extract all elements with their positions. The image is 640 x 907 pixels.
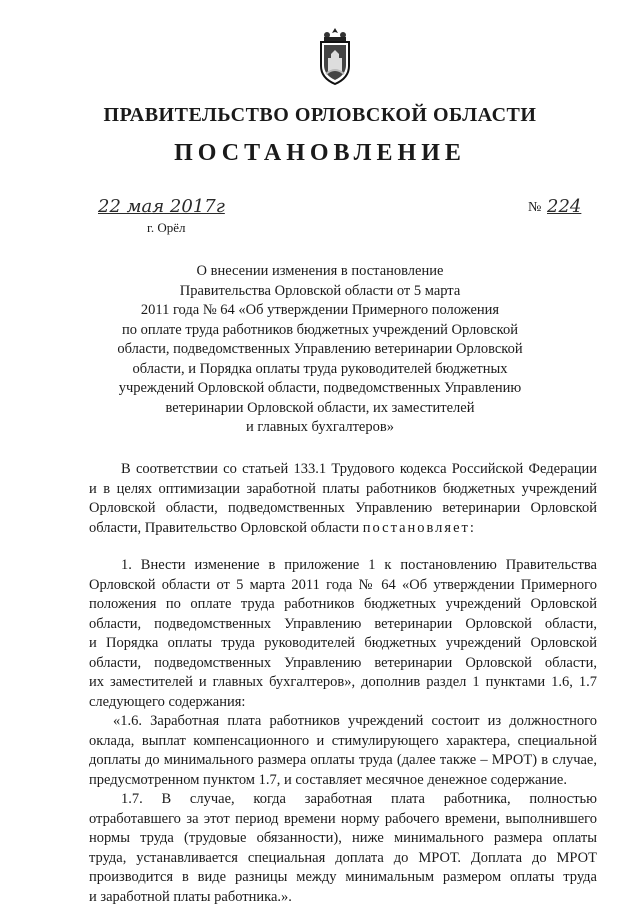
- body-line: Орловской области от 5 марта 2011 года № 64 «Об утверждении Примерного: [89, 576, 597, 596]
- subject-line: О внесении изменения в постановление: [100, 262, 540, 282]
- handwritten-number: 224: [547, 196, 581, 217]
- body-line: области, подведомственных Управлению ветеринарии Орловской области,: [89, 654, 597, 674]
- body-line: Орловской области, подведомственных Управлению ветеринарии Орловской: [89, 499, 597, 519]
- body-line: 1. Внести изменение в приложение 1 к постановлению Правительства: [89, 556, 597, 576]
- body-line: «1.6. Заработная плата работников учреждений состоит из должностного: [89, 712, 597, 732]
- subject-heading: [100, 262, 540, 438]
- body-line: нормы труда (трудовые обязанности), ниже минимального размера оплаты: [89, 829, 597, 849]
- city-label: г. Орёл: [147, 220, 186, 236]
- subject-line: по оплате труда работников бюджетных учреждений Орловской: [100, 321, 540, 341]
- body-line: предусмотренном пунктом 1.7, и составляет месячное денежное содержание.: [89, 771, 597, 791]
- number-label: №: [528, 200, 541, 216]
- document-type: ПОСТАНОВЛЕНИЕ: [0, 140, 640, 167]
- handwritten-date: 22 мая 2017г: [98, 196, 225, 217]
- body-line: 1.7. В случае, когда заработная плата работника, полностью: [89, 790, 597, 810]
- subject-line: учреждений Орловской области, подведомственных Управлению: [100, 379, 540, 399]
- body-line: и Порядка оплаты труда руководителей бюджетных учреждений Орловской: [89, 634, 597, 654]
- item-1-6-paragraph: [89, 712, 597, 790]
- body-line: следующего содержания:: [89, 693, 597, 713]
- preamble-text: области, Правительство Орловской области: [89, 520, 363, 536]
- body-line: и в целях оптимизации заработной платы работников бюджетных учреждений: [89, 480, 597, 500]
- subject-line: Правительства Орловской области от 5 марта: [100, 282, 540, 302]
- subject-line: 2011 года № 64 «Об утверждении Примерного положения: [100, 301, 540, 321]
- body-line: [89, 519, 597, 539]
- body-line: производится в виде разницы между минимальным размером оплаты труда: [89, 868, 597, 888]
- body-line: и заработной платы работника.».: [89, 888, 597, 907]
- decree-word: постановляет:: [363, 520, 476, 536]
- government-title: ПРАВИТЕЛЬСТВО ОРЛОВСКОЙ ОБЛАСТИ: [0, 104, 640, 127]
- subject-line: ветеринарии Орловской области, их заместителей: [100, 399, 540, 419]
- body-line: положения по оплате труда работников бюджетных учреждений Орловской: [89, 595, 597, 615]
- subject-line: и главных бухгалтеров»: [100, 418, 540, 438]
- body-line: отработавшего за этот период времени норму рабочего времени, выполнившего: [89, 810, 597, 830]
- body-line: области, подведомственных Управлению ветеринарии Орловской области,: [89, 615, 597, 635]
- body-line: их заместителей и главных бухгалтеров», дополнив раздел 1 пунктами 1.6, 1.7: [89, 673, 597, 693]
- preamble-paragraph: [89, 460, 597, 538]
- subject-line: области, и Порядка оплаты труда руководителей бюджетных: [100, 360, 540, 380]
- item-1-paragraph: [89, 556, 597, 712]
- document-body: [89, 460, 597, 907]
- body-line: оклада, выплат компенсационного и стимулирующего характера, специальной: [89, 732, 597, 752]
- item-1-7-paragraph: [89, 790, 597, 907]
- body-line: доплаты до минимального размера оплаты труда (далее также – МРОТ) в случае,: [89, 751, 597, 771]
- body-line: труда, устанавливается специальная доплата до МРОТ. Доплата до МРОТ: [89, 849, 597, 869]
- subject-line: области, подведомственных Управлению ветеринарии Орловской: [100, 340, 540, 360]
- body-line: В соответствии со статьей 133.1 Трудового кодекса Российской Федерации: [89, 460, 597, 480]
- coat-of-arms-icon: [318, 26, 352, 86]
